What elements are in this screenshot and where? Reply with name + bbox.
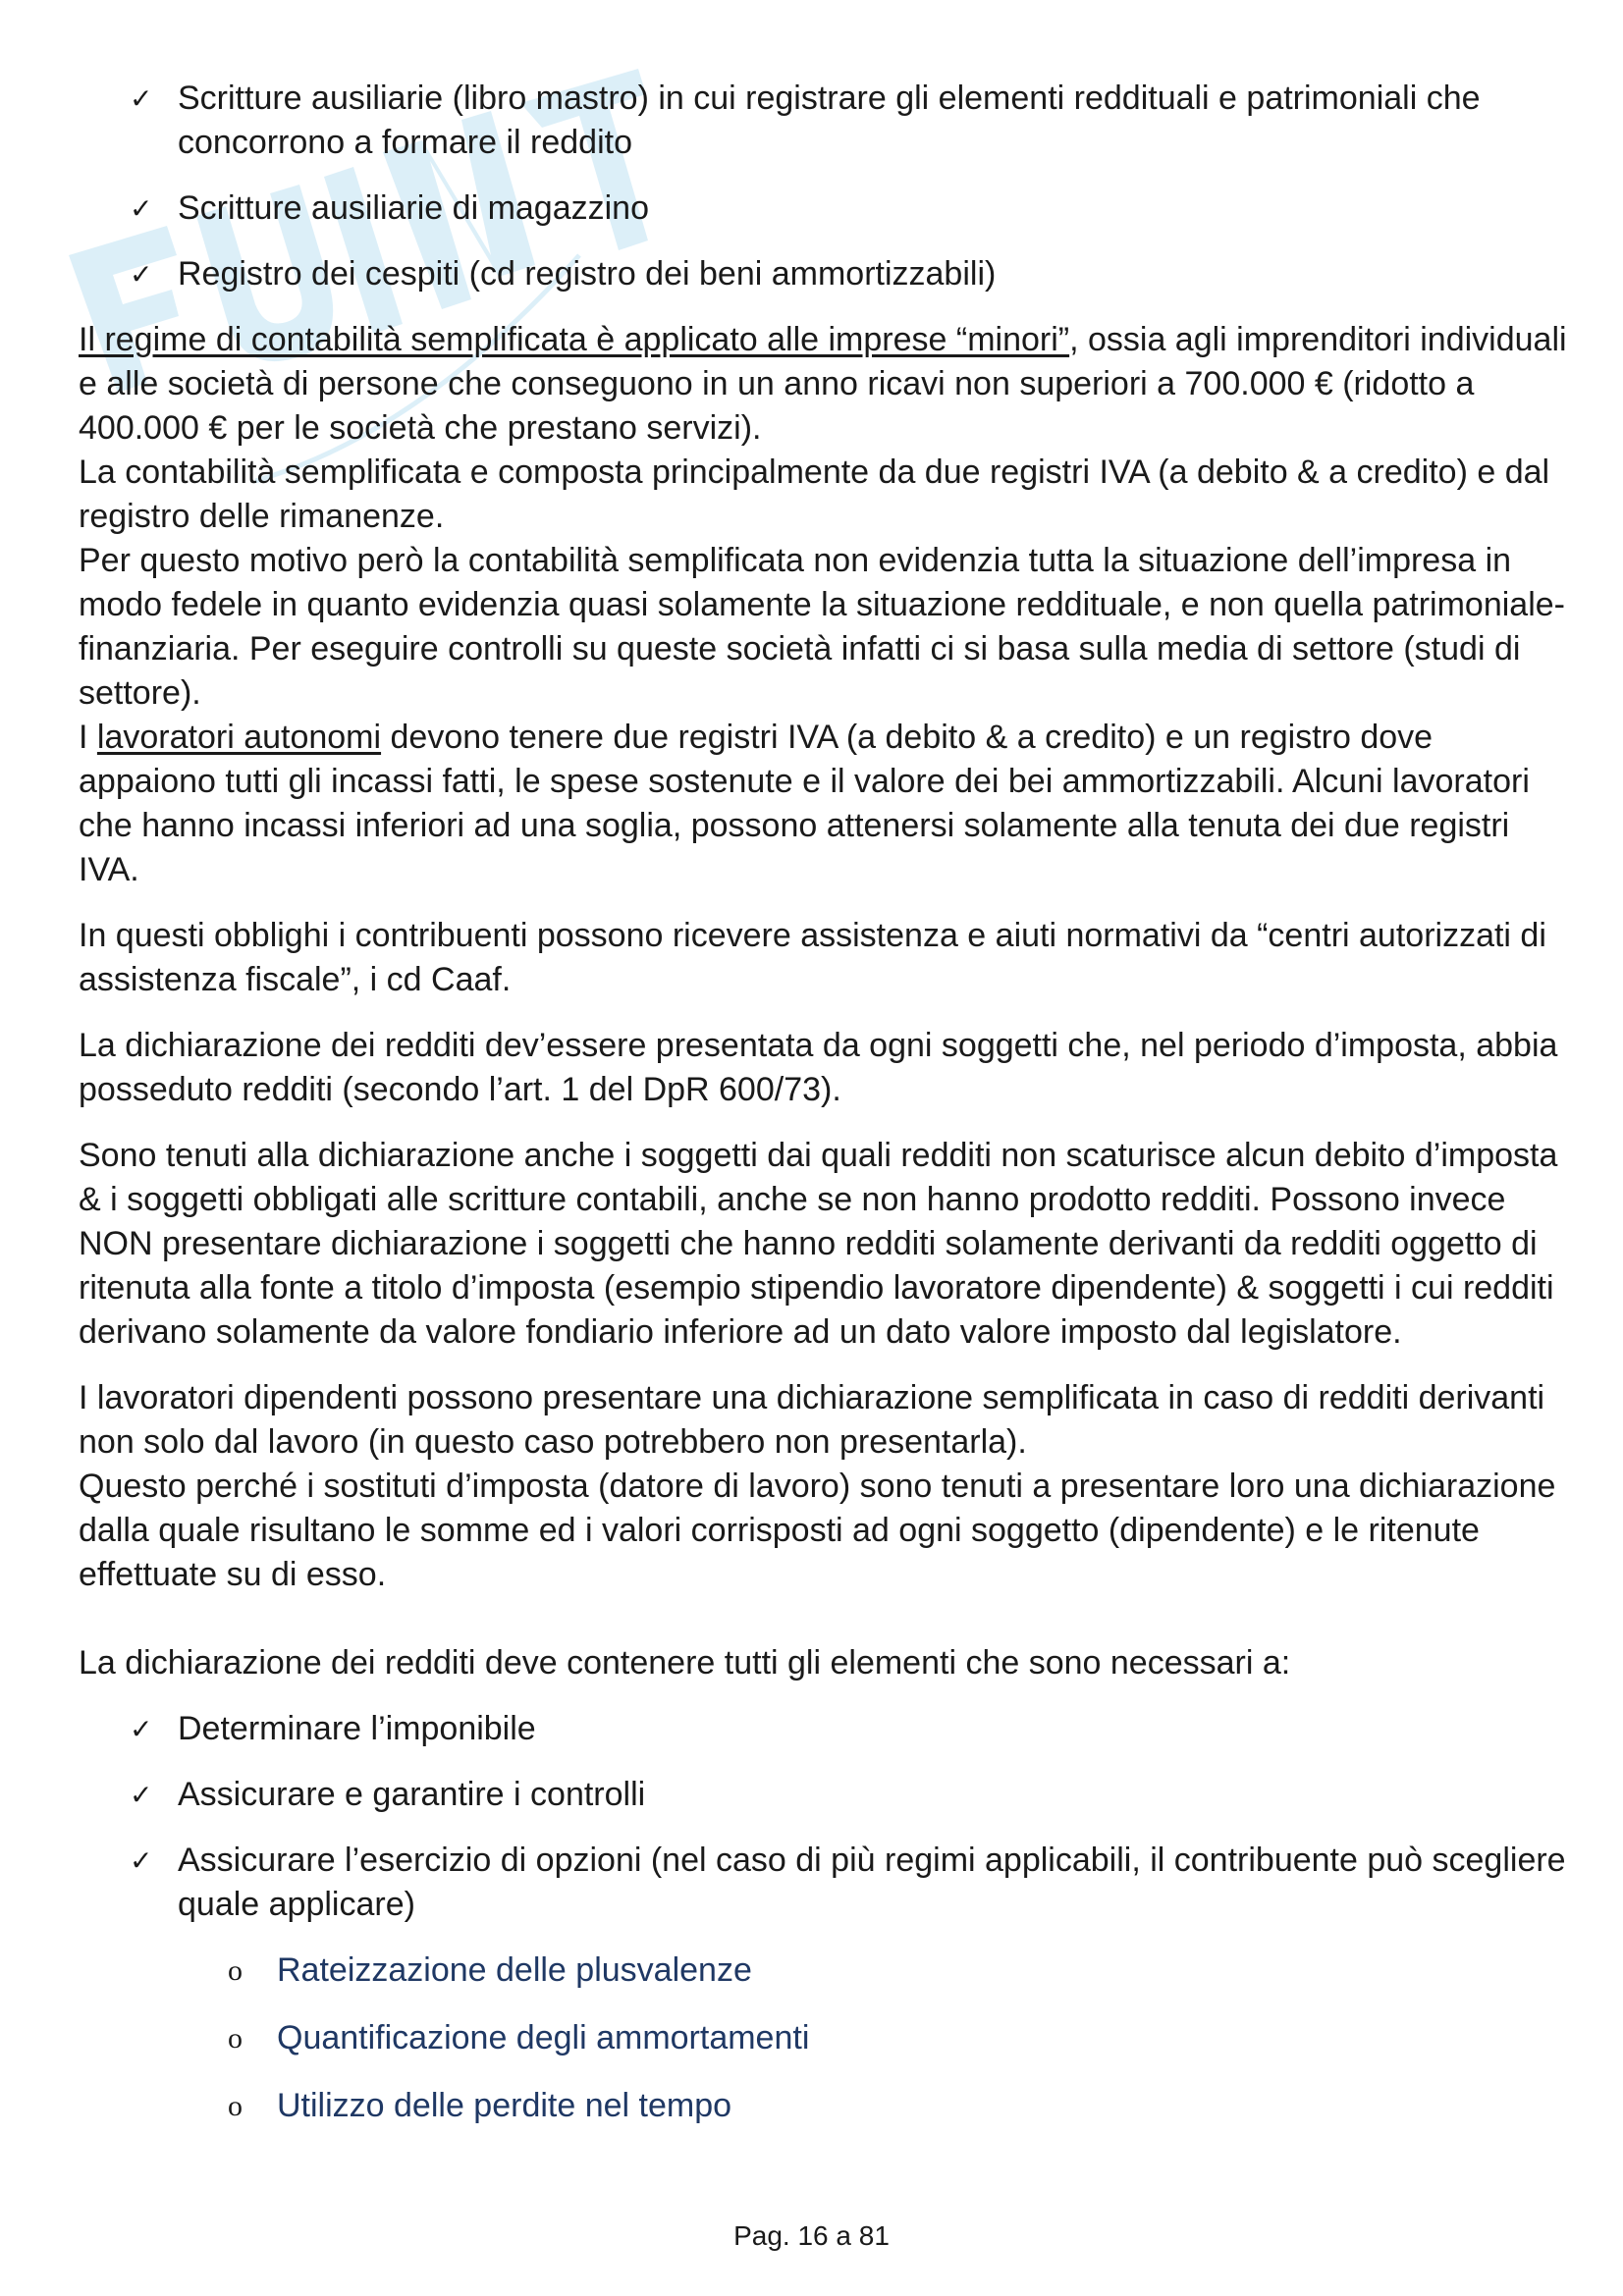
list-item: ✓ Registro dei cespiti (cd registro dei beni ammortizzabili)	[79, 252, 1571, 296]
list-item: o Rateizzazione delle plusvalenze	[79, 1949, 1571, 1993]
checkmark-icon: ✓	[130, 1779, 153, 1811]
checkmark-icon: ✓	[130, 1713, 153, 1745]
list-item: ✓ Assicurare l’esercizio di opzioni (nel caso di più regimi applicabili, il contribuente può scegliere quale applicare)	[79, 1839, 1571, 1927]
paragraph-elementi: La dichiarazione dei redditi deve contenere tutti gli elementi che sono necessari a:	[79, 1644, 1291, 1682]
checklist-bottom	[79, 1707, 1571, 1927]
bullet-icon: o	[228, 2090, 243, 2122]
bullet-icon: o	[228, 2022, 243, 2055]
page-number: Pag. 16 a 81	[733, 2220, 890, 2251]
checkmark-icon: ✓	[130, 258, 153, 291]
list-item: o Utilizzo delle perdite nel tempo	[79, 2084, 1571, 2128]
paragraph-dichiarazione: La dichiarazione dei redditi dev’essere presentata da ogni soggetti che, nel periodo d’imposta, abbia posseduto redditi (secondo l’art. 1 del DpR 600/73).	[79, 1027, 1558, 1108]
paragraph-caaf: In questi obblighi i contribuenti possono ricevere assistenza e aiuti normativi da “centri autorizzati di assistenza fiscale”, i cd Caaf.	[79, 917, 1546, 998]
checkmark-icon: ✓	[130, 82, 153, 115]
checkmark-icon: ✓	[130, 1844, 153, 1877]
bullet-icon: o	[228, 1954, 243, 1987]
list-item: ✓ Scritture ausiliarie (libro mastro) in cui registrare gli elementi reddituali e patrimoniali che concorrono a formare il reddito	[79, 77, 1571, 165]
list-item: ✓ Scritture ausiliarie di magazzino	[79, 187, 1571, 231]
document-page	[79, 77, 1571, 2152]
checkmark-icon: ✓	[130, 192, 153, 225]
checklist-top	[79, 77, 1571, 296]
sublist-opzioni	[79, 1949, 1571, 2128]
list-item: ✓ Determinare l’imponibile	[79, 1707, 1571, 1751]
paragraph-soggetti: Sono tenuti alla dichiarazione anche i soggetti dai quali redditi non scaturisce alcun debito d’imposta & i soggetti obbligati alle scritture contabili, anche se non hanno prodotto redditi. Possono invece NON presentare dichiarazione i soggetti che hanno redditi solamente derivanti da redditi oggetto di ritenuta alla fonte a titolo d’imposta (esempio stipendio lavoratore dipendente) & soggetti i cui redditi derivano solamente da valore fondiario inferiore ad un dato valore imposto dal legislatore.	[79, 1137, 1558, 1351]
paragraph-lavoratori-dipendenti: I lavoratori dipendenti possono presentare una dichiarazione semplificata in caso di redditi derivanti non solo dal lavoro (in questo caso potrebbero non presentarla). Questo perché i sostituti d’imposta (datore di lavoro) sono tenuti a presentare loro una dichiarazione dalla quale risultano le somme ed i valori corrisposti ad ogni soggetto (dipendente) e le ritenute effettuate su di esso.	[79, 1379, 1556, 1593]
list-item: ✓ Assicurare e garantire i controlli	[79, 1773, 1571, 1817]
underlined-text: Il regime di contabilità semplificata è applicato alle imprese “minori”	[79, 321, 1070, 358]
underlined-text: lavoratori autonomi	[96, 719, 382, 756]
list-item: o Quantificazione degli ammortamenti	[79, 2016, 1571, 2060]
paragraph-contabilita-semplificata: Il regime di contabilità semplificata è applicato alle imprese “minori”, ossia agli imprenditori individuali e alle società di persone che conseguono in un anno ricavi non superiori a 700.000 € (ridotto a 400.000 € per le società che prestano servizi). La contabilità semplificata e composta principalmente da due registri IVA (a debito & a credito) e dal registro delle rimanenze. Per questo motivo però la contabilità semplificata non evidenzia tutta la situazione dell’impresa in modo fedele in quanto evidenzia quasi solamente la situazione reddituale, e non quella patrimoniale-finanziaria. Per eseguire controlli su queste società infatti ci si basa sulla media di settore (studi di settore). I lavoratori autonomi devono tenere due registri IVA (a debito & a credito) e un registro dove appaiono tutti gli incassi fatti, le spese sostenute e il valore dei bei ammortizzabili. Alcuni lavoratori che hanno incassi inferiori ad una soglia, possono attenersi solamente alla tenuta dei due registri IVA.	[79, 321, 1567, 888]
